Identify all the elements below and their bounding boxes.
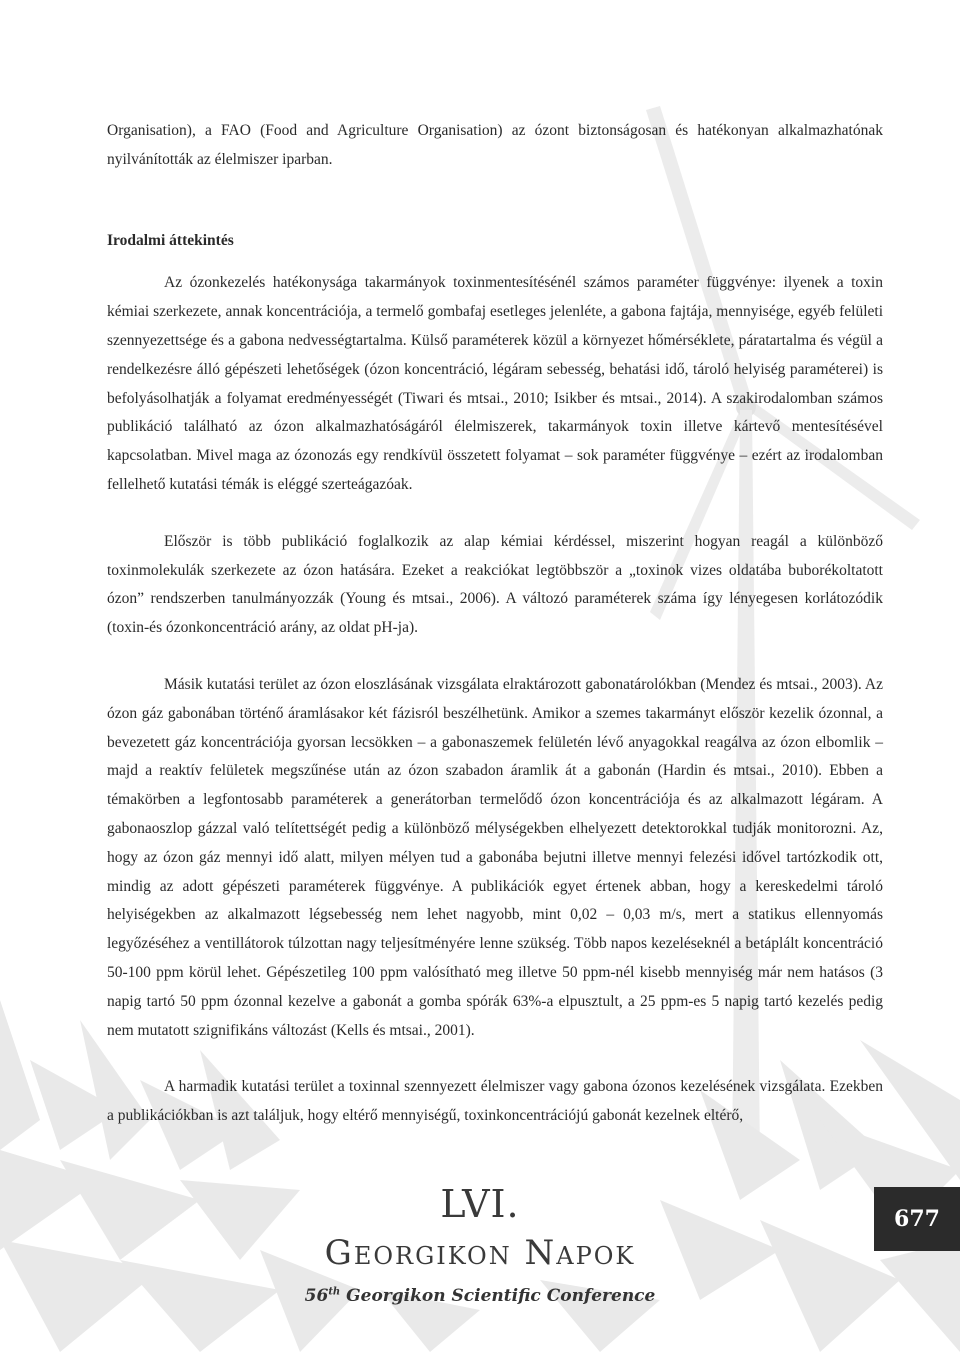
- conference-subtitle: [0, 1286, 960, 1306]
- subtitle-ordinal: 56: [304, 1286, 329, 1306]
- conference-name: Georgikon Napok: [324, 1233, 636, 1273]
- paragraph-1: Az ózonkezelés hatékonysága takarmányok toxinmentesítésénél számos paraméter függvénye: ilyenek a toxin kémiai szerkezete, annak koncentrációja, a termelő gombafaj esetleges jelenléte, a gabona fajtája, mennyisége, egyéb felületi szennyezettsége és a gabona nedvességtartalma. Külső paraméterek közül a környezet hőmérséklete, páratartalma és végül a rendelkezésre álló gépészeti lehetőségek (ózon koncentráció, légáram sebesség, behatási idő, tároló helyiség paraméterei) is befolyásolhatják a folyamat eredményességét (Tiwari és mtsai., 2010; Isikber és mtsai., 2014). A szakirodalomban számos publikáció található az ózon alkalmazhatóságáról élelmiszerek, takarmányok toxin illetve kártevő mentesítésével kapcsolatban. Mivel maga az ózonozás egy rendkívül összetett folyamat – sok paraméter függvénye – ezért az irodalomban fellelhető kutatási témák is eléggé szerteágazóak.: [107, 274, 883, 493]
- article-body: [107, 117, 883, 1131]
- section-heading: Irodalmi áttekintés: [107, 231, 234, 249]
- paragraph-continuation: Organisation), a FAO (Food and Agriculture Organisation) az ózont biztonságosan és hatékonyan alkalmazhatónak nyilvánították az élelmiszer iparban.: [107, 122, 883, 168]
- paragraph-4: A harmadik kutatási terület a toxinnal szennyezett élelmiszer vagy gabona ózonos kezelésének vizsgálata. Ezekben a publikációkban is azt találjuk, hogy eltérő mennyiségű, toxinkoncentrációjú gabonát kezelnek eltérő,: [107, 1078, 883, 1125]
- edition-number: LVI.: [440, 1182, 520, 1226]
- paragraph-3: Másik kutatási terület az ózon eloszlásának vizsgálata elraktározott gabonatárolókban (Mendez és mtsai., 2003). Az ózon gáz gabonában történő áramlásakor két fázisról beszélhetünk. Amikor a szemes takarmányt először kezelik ózonnal, a bevezetett gáz koncentrációja gyorsan lecsökken – a gabonaszemek felületén lévő anyagokkal reagálva az ózon elbomlik – majd a reaktív felületek megszűnése után az ózon szabadon áramlik át a gabonán (Hardin és mtsai., 2010). Ebben a témakörben a legfontosabb paraméterek a generátorban termelődő ózon koncentrációja és az alkalmazott légáram. A gabonaoszlop gázzal való telítettségét pedig a különböző mélységekben elhelyezett detektorokkal tudják monitorozni. Az, hogy az ózon gáz mennyi idő alatt, milyen mélyen tud a gabonába bejutni illetve mennyi felezési idővel tartózkodik ott, mindig az adott gépészeti paraméterek függvénye. A publikációk egyet értenek abban, hogy a kereskedelmi tároló helyiségekben az alkalmazott légsebesség nem lehet nagyobb, mint 0,02 – 0,03 m/s, mert a statikus ellennyomás legyőzéséhez a ventillátorok túlzottan nagy teljesítményére lenne szükség. Több napos kezeléseknél a betáplált koncentráció 50-100 ppm körül lehet. Gépészetileg 100 ppm valósítható meg illetve 50 ppm-nél kisebb mennyiség már nem hatásos (3 napig tartó 50 ppm ózonnal kezelve a gabonát a gomba spórák 63%-a elpusztult, a 25 ppm-es 5 napig tartó kezelés pedig nem mutatott szignifikáns változást (Kells és mtsai., 2001).: [107, 675, 883, 1039]
- page-number-badge: 677: [874, 1187, 960, 1251]
- conference-footer: [0, 1170, 960, 1352]
- subtitle-text: Georgikon Scientific Conference: [340, 1286, 656, 1306]
- subtitle-suffix: th: [328, 1286, 341, 1298]
- paragraph-2: Először is több publikáció foglalkozik az alap kémiai kérdéssel, miszerint hogyan reagál a különböző toxinmolekulák szerkezete az ózon hatására. Ezeket a reakciókat legtöbbször a „toxinok vizes oldatába buborékoltatott ózon” rendszerben tanulmányozzák (Young és mtsai., 2006). A változó paraméterek száma így lényegesen korlátozódik (toxin-és ózonkoncentráció arány, az oldat pH-ja).: [107, 532, 883, 637]
